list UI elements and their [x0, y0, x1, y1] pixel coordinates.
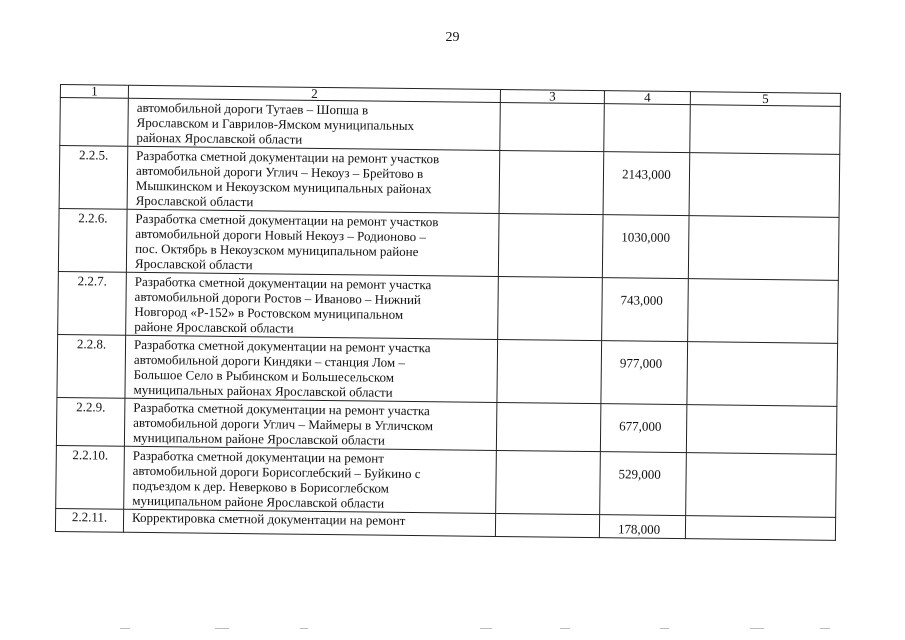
- column-5-cell: [686, 405, 837, 455]
- column-5-cell: [686, 453, 837, 518]
- table-row: [60, 98, 840, 155]
- amount-cell: [604, 104, 691, 153]
- description-line: пос. Октябрь в Некоузском муниципальном районе: [135, 240, 419, 260]
- item-number: 2.2.8.: [57, 334, 126, 398]
- item-description: [124, 446, 497, 513]
- description-line: автомобильной дороги Углич – Некоуз – Брейтово в: [135, 162, 424, 182]
- header-cell-2: 2: [128, 85, 500, 102]
- amount-cell: 1030,000: [602, 215, 689, 279]
- item-number: 2.2.6.: [58, 208, 127, 272]
- description-line: Разработка сметной документации на ремонт участков: [135, 210, 439, 230]
- description-line: муниципальных районах Ярославской области: [133, 381, 393, 400]
- table-row: [57, 334, 838, 406]
- description-line: автомобильной дороги Киндяки – станция Лом –: [133, 351, 405, 370]
- description-line: автомобильной дороги Углич – Маймеры в Угличском: [133, 414, 434, 434]
- table-row: [56, 445, 837, 517]
- description-line: муниципальном районе Ярославской области: [132, 492, 385, 511]
- description-line: Ярославской области: [135, 192, 254, 210]
- column-3-cell: [495, 513, 599, 537]
- description-line: автомобильной дороги Борисоглебский – Буйкино с: [132, 462, 421, 482]
- item-number: 2.2.11.: [55, 508, 123, 532]
- item-description: [126, 272, 499, 339]
- estimate-table: [55, 84, 841, 541]
- item-description: [124, 398, 497, 450]
- column-5-cell: [688, 216, 839, 281]
- table-row: [56, 397, 836, 454]
- column-5-cell: [688, 279, 839, 344]
- header-cell-5: 5: [690, 92, 840, 107]
- item-number: 2.2.9.: [56, 397, 125, 446]
- description-line: автомобильной дороги Тутаев – Шопша в: [136, 99, 369, 118]
- description-line: Разработка сметной документации на ремонт: [132, 447, 385, 466]
- description-line: Ярославском и Гаврилов-Ямском муниципальных: [136, 114, 415, 134]
- table-row: [58, 271, 839, 343]
- amount-cell: 677,000: [600, 404, 687, 453]
- description-line: Разработка сметной документации на ремонт участка: [134, 273, 432, 293]
- description-line: Большое Село в Рыбинском и Большесельском: [133, 366, 395, 385]
- description-line: Корректировка сметной документации на ремонт: [132, 509, 406, 528]
- description-line: Разработка сметной документации на ремонт участка: [133, 399, 430, 419]
- amount-cell: 529,000: [600, 452, 687, 516]
- column-5-cell: [685, 516, 835, 541]
- column-3-cell: [498, 213, 603, 277]
- amount-cell: 178,000: [599, 515, 685, 539]
- description-line: автомобильной дороги Ростов – Иваново – Нижний: [134, 288, 422, 308]
- item-description: [125, 335, 498, 402]
- header-cell-3: 3: [500, 89, 604, 103]
- description-line: автомобильной дороги Новый Некоуз – Родионово –: [135, 225, 427, 245]
- description-line: муниципальном районе Ярославской области: [132, 429, 385, 448]
- column-3-cell: [499, 150, 604, 214]
- description-line: районах Ярославской области: [136, 129, 303, 147]
- item-number: 2.2.5.: [59, 146, 128, 210]
- description-line: Разработка сметной документации на ремонт участка: [133, 336, 431, 356]
- table-row: [59, 146, 840, 218]
- amount-cell: 2143,000: [603, 152, 690, 216]
- item-number: 2.2.7.: [58, 271, 127, 335]
- document-sheet: [55, 84, 841, 541]
- description-line: Ярославской области: [134, 255, 253, 273]
- item-description: [123, 509, 495, 536]
- amount-cell: 743,000: [602, 278, 689, 342]
- table-row: [58, 208, 839, 280]
- description-line: Мышкинском и Некоузском муниципальных районах: [135, 177, 432, 197]
- column-5-cell: [690, 105, 841, 155]
- item-description: [128, 98, 501, 150]
- column-3-cell: [496, 402, 601, 451]
- column-3-cell: [496, 450, 601, 514]
- description-line: Новгород «Р-152» в Ростовском муниципальном: [134, 303, 404, 322]
- item-description: [127, 146, 500, 213]
- header-cell-4: 4: [604, 91, 690, 105]
- scan-artifacts: [0, 628, 905, 632]
- description-line: подъездом к дер. Неверково в Борисоглебском: [132, 477, 390, 496]
- item-number: 2.2.10.: [56, 445, 125, 509]
- description-line: районе Ярославской области: [134, 318, 294, 336]
- page-number: 29: [445, 30, 460, 45]
- item-number: [60, 98, 129, 147]
- column-5-cell: [687, 342, 838, 407]
- column-5-cell: [689, 153, 840, 218]
- header-cell-1: 1: [60, 85, 128, 99]
- item-description: [126, 209, 499, 276]
- column-3-cell: [500, 102, 605, 151]
- column-3-cell: [498, 276, 603, 340]
- description-line: Разработка сметной документации на ремонт участков: [136, 147, 440, 167]
- column-3-cell: [497, 339, 602, 403]
- amount-cell: 977,000: [601, 341, 688, 405]
